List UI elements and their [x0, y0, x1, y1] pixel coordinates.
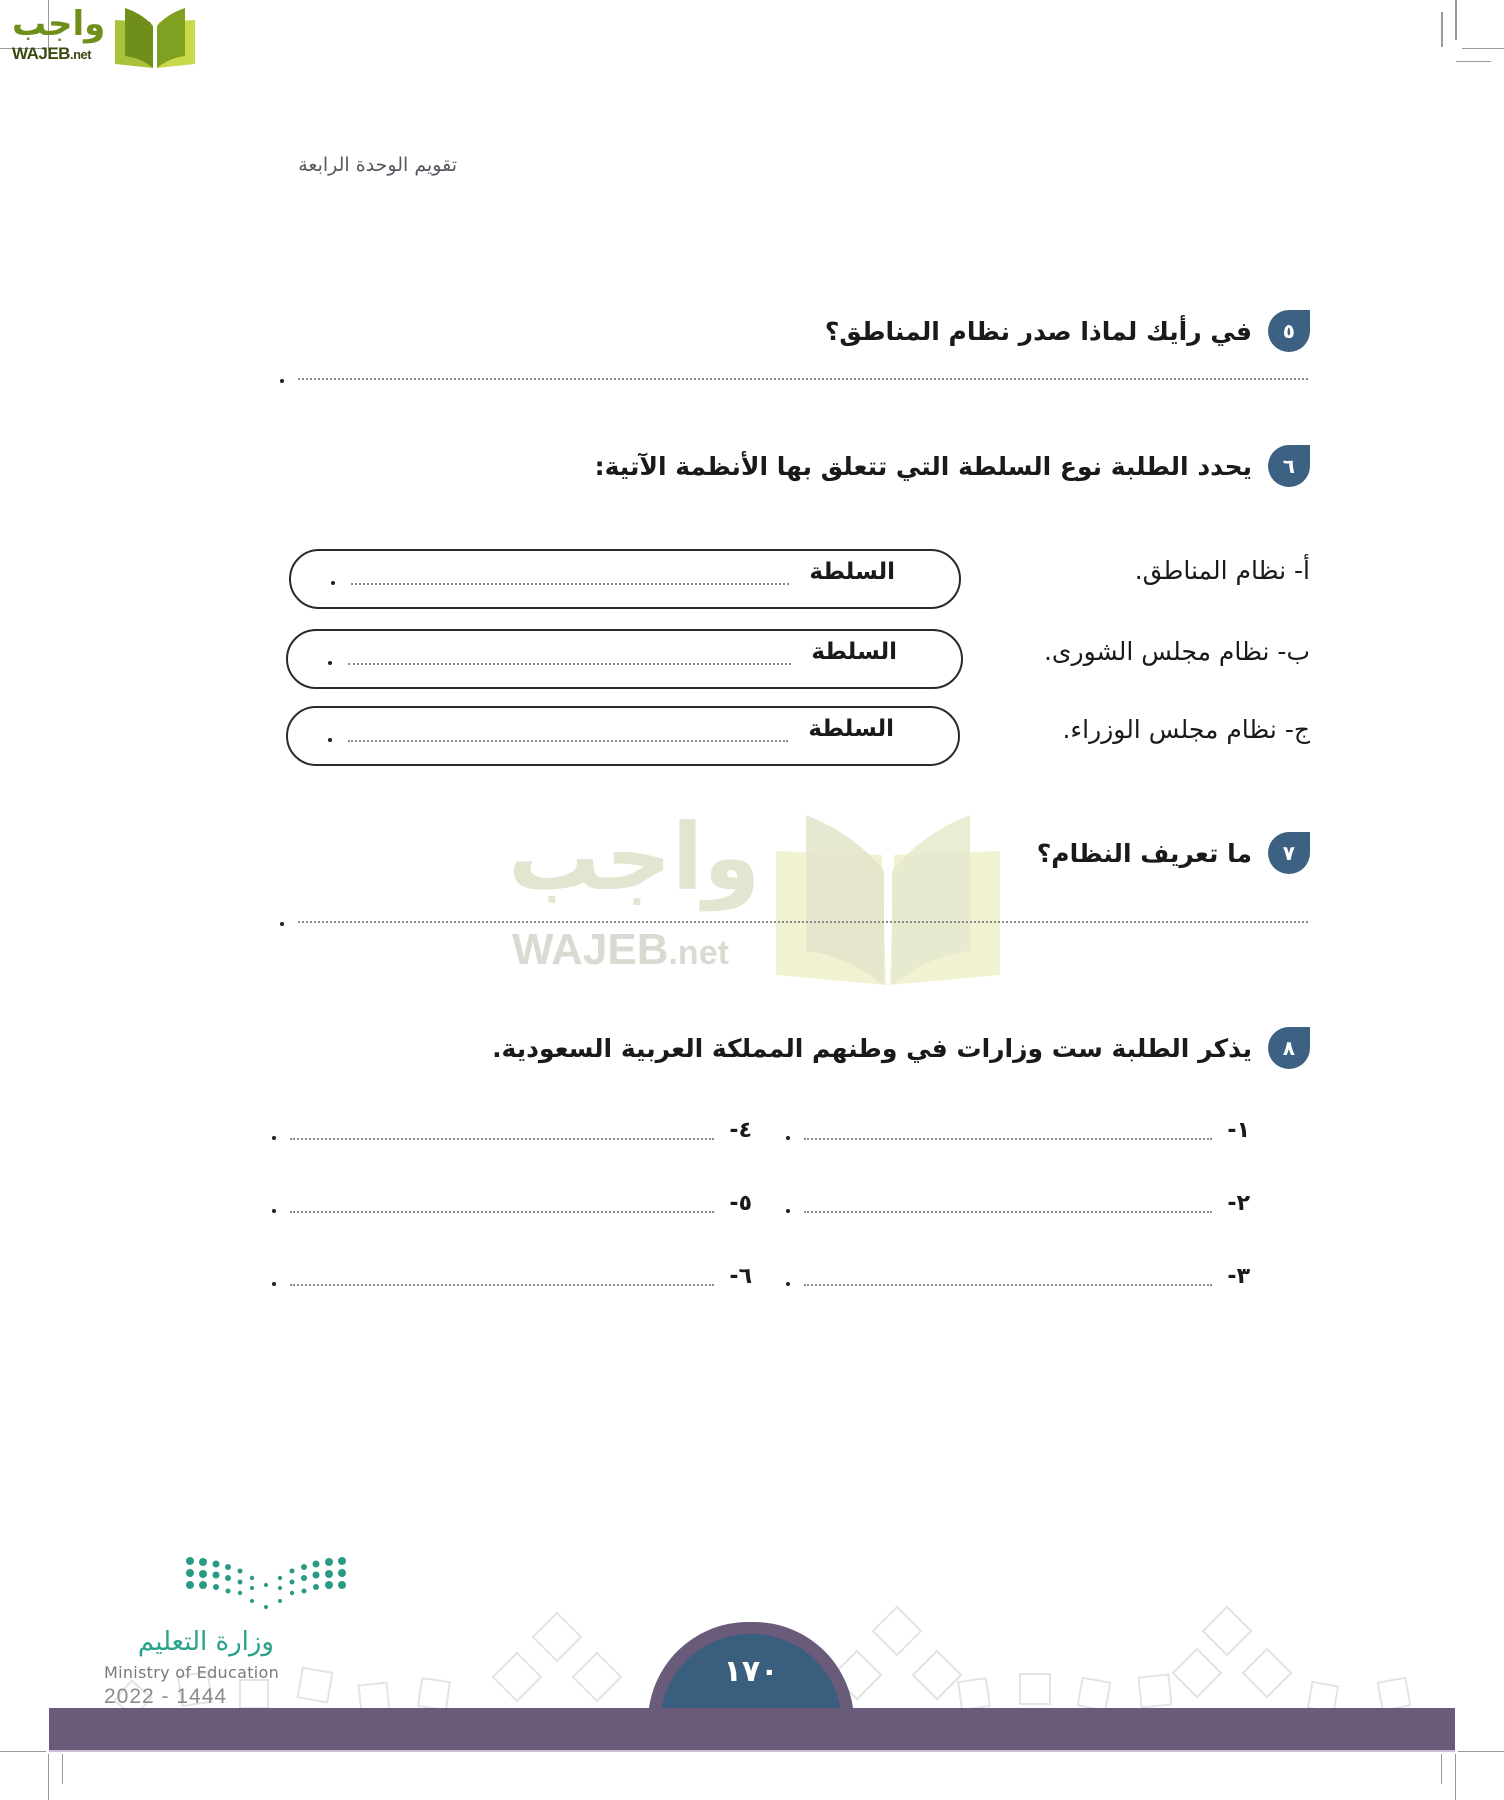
- answer-line[interactable]: [290, 1284, 714, 1286]
- crop-mark: [1441, 1754, 1442, 1784]
- logo-arabic-text: واجب: [12, 4, 106, 44]
- crop-mark: [62, 1754, 63, 1784]
- authority-answer-box[interactable]: [286, 629, 963, 689]
- end-dot: [786, 1282, 790, 1286]
- unit-review-title: تقويم الوحدة الرابعة: [298, 154, 457, 176]
- question-text: في رأيك لماذا صدر نظام المناطق؟: [824, 316, 1252, 346]
- system-label-regions: أ- نظام المناطق.: [1134, 556, 1310, 585]
- system-label-ministers: ج- نظام مجلس الوزراء.: [1062, 715, 1310, 744]
- crop-mark: [1456, 61, 1491, 62]
- watermark-arabic: واجب: [508, 804, 761, 911]
- wajeb-logo[interactable]: [8, 4, 188, 68]
- question-8: [492, 1027, 1310, 1069]
- watermark-latin: WAJEB.net: [512, 925, 729, 974]
- item-number: ٤-: [729, 1118, 752, 1143]
- item-number: ٢-: [1227, 1191, 1250, 1216]
- item-number: ١-: [1227, 1118, 1250, 1143]
- footer-bar: [49, 1708, 1455, 1750]
- ministry-item-2[interactable]: [786, 1191, 1250, 1221]
- ministry-item-3[interactable]: [786, 1264, 1250, 1294]
- authority-answer-box[interactable]: [289, 549, 961, 609]
- ministry-item-1[interactable]: [786, 1118, 1250, 1148]
- end-dot: [272, 1209, 276, 1213]
- question-text: يذكر الطلبة ست وزارات في وطنهم المملكة العربية السعودية.: [492, 1033, 1252, 1063]
- end-dot: [280, 379, 284, 383]
- question-number-badge: ٦: [1268, 445, 1310, 487]
- question-text: ما تعريف النظام؟: [1036, 838, 1252, 868]
- ministry-arabic-name: وزارة التعليم: [137, 1627, 274, 1657]
- question-number-badge: ٨: [1268, 1027, 1310, 1069]
- system-label-shura: ب- نظام مجلس الشورى.: [1043, 637, 1310, 666]
- academic-year: 2022 - 1444: [104, 1685, 228, 1708]
- item-number: ٦-: [729, 1264, 752, 1289]
- crop-mark: [48, 1754, 49, 1800]
- end-dot: [272, 1282, 276, 1286]
- footer-bar-underline: [49, 1750, 1455, 1752]
- answer-line[interactable]: [804, 1138, 1212, 1140]
- crop-mark: [1462, 48, 1504, 49]
- answer-line[interactable]: [804, 1211, 1212, 1213]
- question-text: يحدد الطلبة نوع السلطة التي تتعلق بها الأنظمة الآتية:: [594, 451, 1252, 481]
- page-number: ١٧٠: [723, 1654, 779, 1689]
- ministry-item-6[interactable]: [272, 1264, 752, 1294]
- answer-line[interactable]: [348, 740, 788, 742]
- crop-mark: [0, 1751, 46, 1752]
- answer-line[interactable]: [348, 663, 791, 665]
- crop-mark: [1455, 1754, 1456, 1800]
- question-6: [595, 445, 1310, 487]
- question-5: [825, 310, 1310, 352]
- answer-line[interactable]: [351, 583, 789, 585]
- question-number-badge: ٧: [1268, 832, 1310, 874]
- answer-line[interactable]: [290, 1138, 714, 1140]
- ministry-of-education-logo: [100, 1555, 360, 1715]
- question-number-badge: ٥: [1268, 310, 1310, 352]
- ministry-item-5[interactable]: [272, 1191, 752, 1221]
- crop-mark: [1458, 1751, 1504, 1752]
- authority-word: السلطة: [808, 716, 894, 742]
- crop-mark: [1455, 0, 1457, 40]
- end-dot: [786, 1136, 790, 1140]
- wajeb-watermark: [508, 804, 998, 985]
- authority-word: السلطة: [811, 639, 897, 665]
- logo-latin-text: WAJEB.net: [12, 44, 92, 63]
- end-dot: [328, 661, 332, 665]
- answer-line-q5[interactable]: [298, 378, 1308, 380]
- open-book-watermark-icon: [776, 815, 1000, 985]
- authority-answer-box[interactable]: [286, 706, 960, 766]
- answer-line[interactable]: [804, 1284, 1212, 1286]
- answer-line-q7[interactable]: [298, 921, 1308, 923]
- open-book-icon: [113, 6, 197, 68]
- ministry-english-name: Ministry of Education: [104, 1663, 280, 1682]
- question-7: [1037, 832, 1310, 874]
- item-number: ٥-: [729, 1191, 752, 1216]
- end-dot: [272, 1136, 276, 1140]
- end-dot: [328, 738, 332, 742]
- item-number: ٣-: [1227, 1264, 1250, 1289]
- ministry-item-4[interactable]: [272, 1118, 752, 1148]
- crop-mark: [1441, 12, 1443, 47]
- end-dot: [786, 1209, 790, 1213]
- authority-word: السلطة: [809, 559, 895, 585]
- moe-dots-emblem-icon: [184, 1555, 348, 1617]
- end-dot: [280, 922, 284, 926]
- answer-line[interactable]: [290, 1211, 714, 1213]
- end-dot: [331, 581, 335, 585]
